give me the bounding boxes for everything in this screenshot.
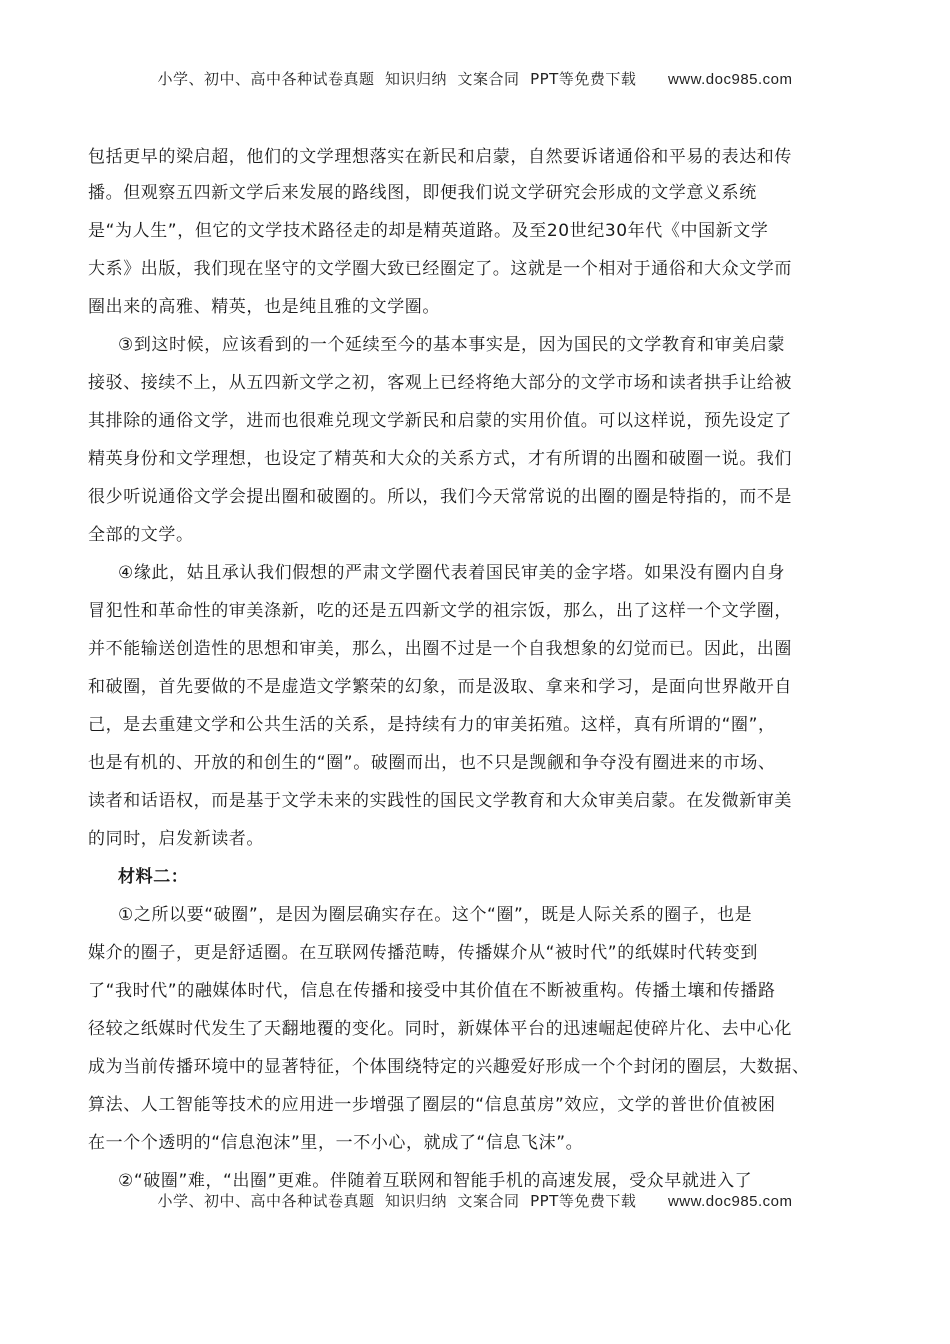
paragraph-start: ①之所以要“破圈”，是因为圈层确实存在。这个“圈”，既是人际关系的圈子，也是 — [118, 905, 753, 925]
text-line: 了“我时代”的融媒体时代，信息在传播和接受中其价值在不断被重构。传播土壤和传播路 — [88, 981, 776, 1001]
paragraph-start: ③到这时候，应该看到的一个延续至今的基本事实是，因为国民的文学教育和审美启蒙 — [118, 335, 786, 355]
footer-text: 小学、初中、高中各种试卷真题 知识归纳 文案合同 PPT等免费下载 — [157, 1192, 637, 1210]
text-line: 圈出来的高雅、精英，也是纯且雅的文学圈。 — [88, 297, 440, 317]
page-header — [0, 68, 950, 89]
header-text: 小学、初中、高中各种试卷真题 知识归纳 文案合同 PPT等免费下载 — [157, 70, 637, 88]
text-line: 也是有机的、开放的和创生的“圈”。破圈而出，也不只是觊觎和争夺没有圈进来的市场、 — [88, 753, 776, 773]
text-line: 很少听说通俗文学会提出圈和破圈的。所以，我们今天常常说的出圈的圈是特指的，而不是 — [88, 487, 792, 507]
header-url: www.doc985.com — [667, 71, 793, 88]
text-line: 和破圈，首先要做的不是虚造文学繁荣的幻象，而是汲取、拿来和学习，是面向世界敞开自 — [88, 677, 792, 697]
text-line: 精英身份和文学理想，也设定了精英和大众的关系方式，才有所谓的出圈和破圈一说。我们 — [88, 449, 792, 469]
text-line: 播。但观察五四新文学后来发展的路线图，即便我们说文学研究会形成的文学意义系统 — [88, 183, 757, 203]
text-line: 并不能输送创造性的思想和审美，那么，出圈不过是一个自我想象的幻觉而已。因此，出圈 — [88, 639, 792, 659]
text-line: 的同时，启发新读者。 — [88, 829, 264, 849]
text-line: 全部的文学。 — [88, 525, 194, 545]
text-line: 读者和话语权，而是基于文学未来的实践性的国民文学教育和大众审美启蒙。在发微新审美 — [88, 791, 792, 811]
footer-url: www.doc985.com — [667, 1193, 793, 1210]
text-line: 是“为人生”，但它的文学技术路径走的却是精英道路。及至20世纪30年代《中国新文学 — [88, 221, 769, 241]
text-line: 冒犯性和革命性的审美涤新，吃的还是五四新文学的祖宗饭，那么，出了这样一个文学圈， — [88, 601, 792, 621]
section-heading: 材料二： — [118, 867, 189, 887]
text-line: 包括更早的梁启超，他们的文学理想落实在新民和启蒙，自然要诉诸通俗和平易的表达和传 — [88, 147, 792, 167]
text-line: 接驳、接续不上，从五四新文学之初，客观上已经将绝大部分的文学市场和读者拱手让给被 — [88, 373, 792, 393]
paragraph-start: ②“破圈”难，“出圈”更难。伴随着互联网和智能手机的高速发展，受众早就进入了 — [118, 1171, 753, 1191]
text-line: 成为当前传播环境中的显著特征，个体围绕特定的兴趣爱好形成一个个封闭的圈层，大数据、 — [88, 1057, 810, 1077]
page-footer — [0, 1190, 950, 1211]
text-line: 其排除的通俗文学，进而也很难兑现文学新民和启蒙的实用价值。可以这样说，预先设定了 — [88, 411, 792, 431]
text-line: 己，是去重建文学和公共生活的关系，是持续有力的审美拓殖。这样，真有所谓的“圈”， — [88, 715, 776, 735]
text-line: 在一个个透明的“信息泡沫”里，一不小心，就成了“信息飞沫”。 — [88, 1133, 584, 1153]
paragraph-start: ④缘此，姑且承认我们假想的严肃文学圈代表着国民审美的金字塔。如果没有圈内自身 — [118, 563, 786, 583]
text-line: 媒介的圈子，更是舒适圈。在互联网传播范畴，传播媒介从“被时代”的纸媒时代转变到 — [88, 943, 759, 963]
text-line: 大系》出版，我们现在坚守的文学圈大致已经圈定了。这就是一个相对于通俗和大众文学而 — [88, 259, 792, 279]
text-line: 算法、人工智能等技术的应用进一步增强了圈层的“信息茧房”效应，文学的普世价值被困 — [88, 1095, 776, 1115]
text-line: 径较之纸媒时代发生了天翻地覆的变化。同时，新媒体平台的迅速崛起使碎片化、去中心化 — [88, 1019, 792, 1039]
